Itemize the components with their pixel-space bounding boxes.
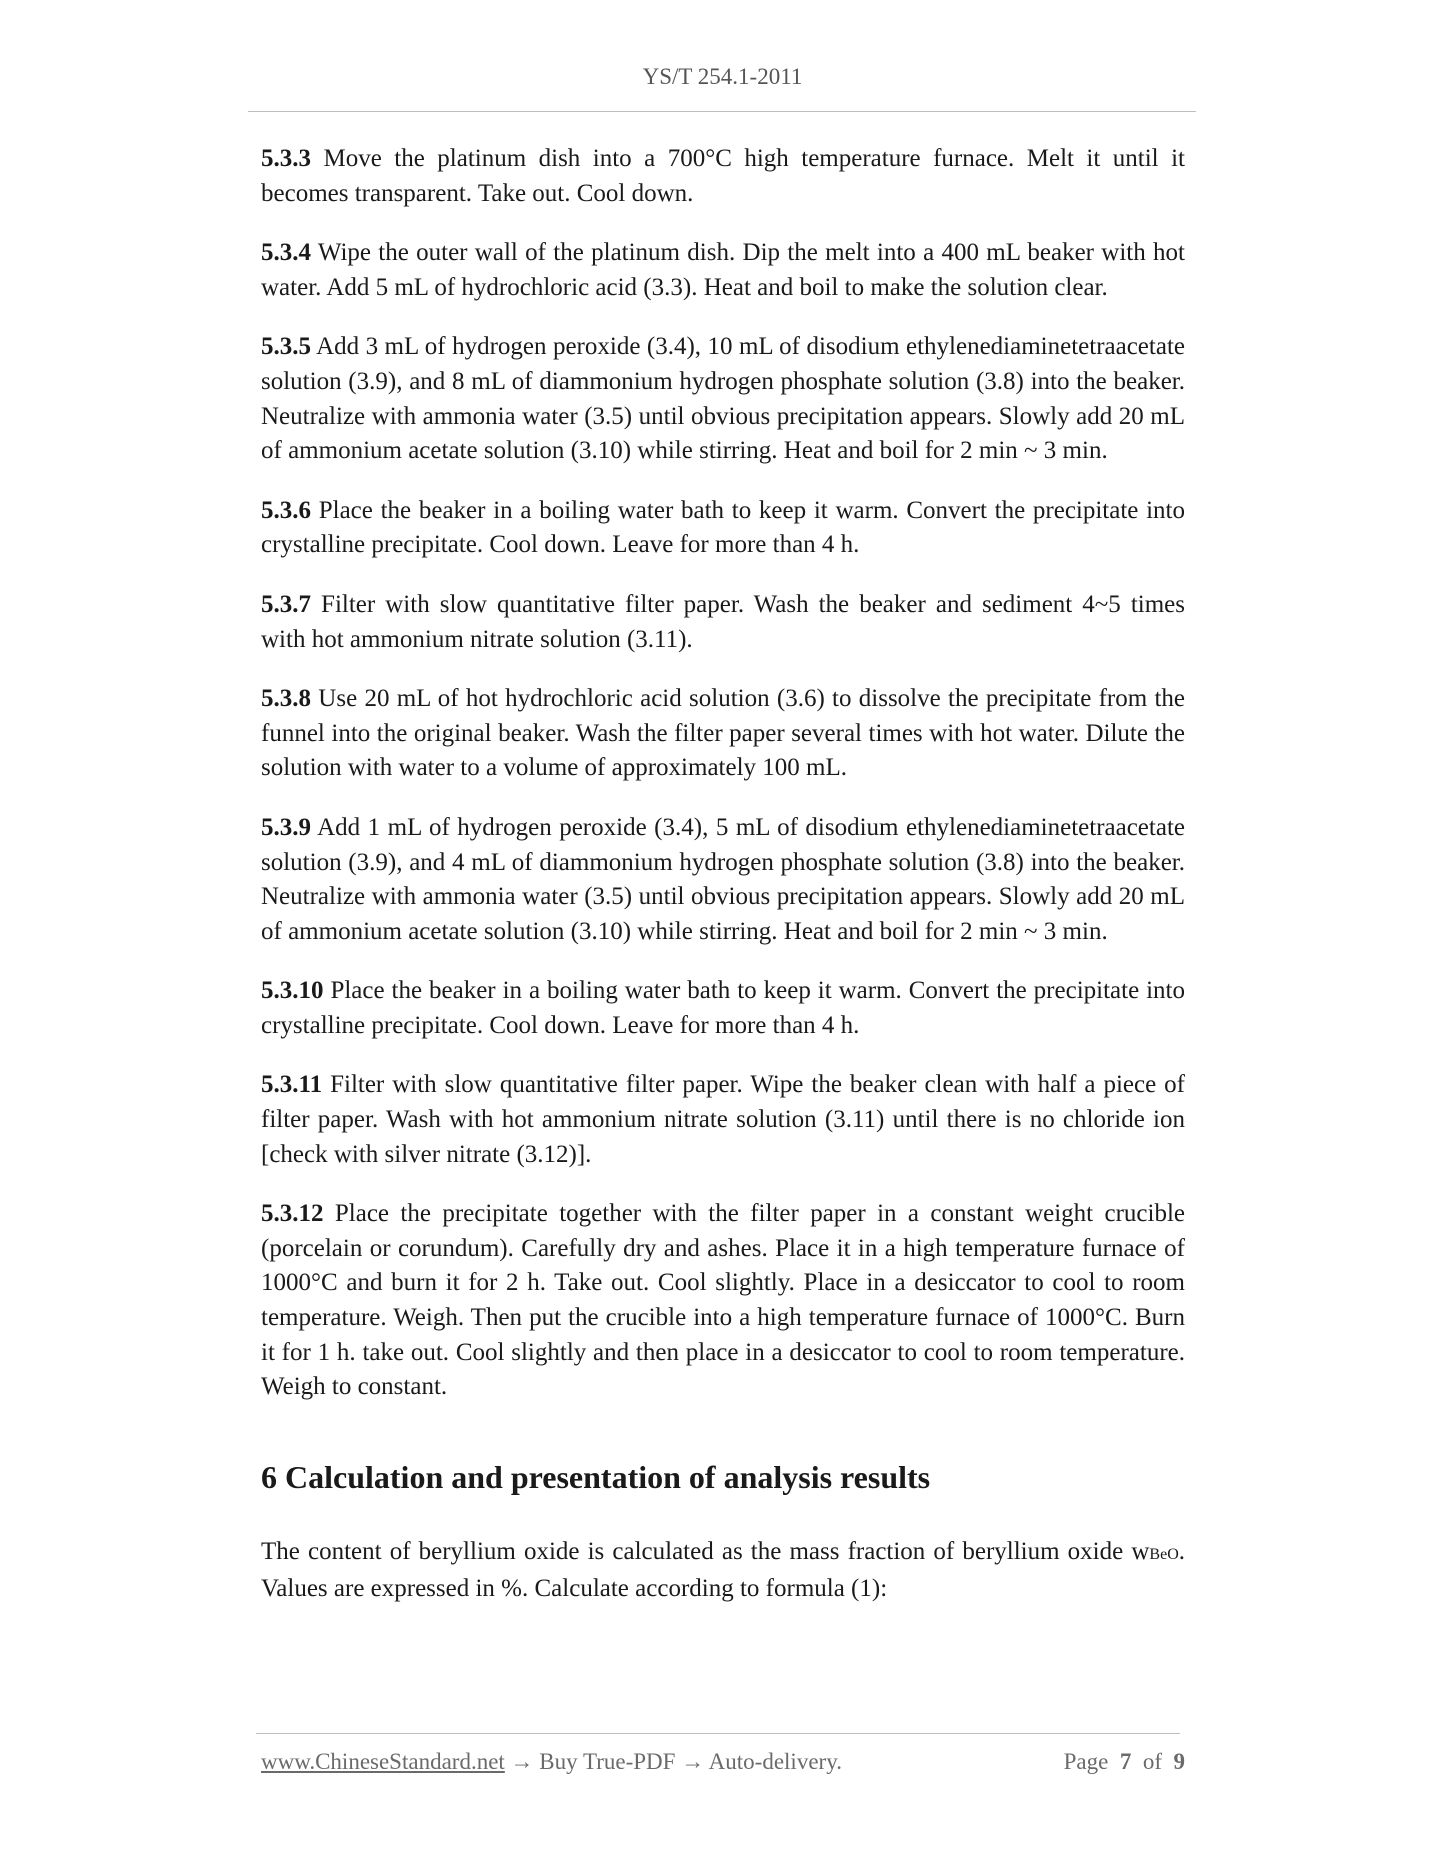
clause-text: Move the platinum dish into a 700°C high temperature furnace. Melt it until it becomes transparent. Take out. Cool down. — [261, 145, 1185, 207]
total-pages: 9 — [1173, 1749, 1185, 1774]
clause-5-3-10 — [261, 974, 1185, 1043]
document-body — [261, 142, 1185, 1632]
clause-5-3-9 — [261, 811, 1185, 949]
page-label: Page — [1063, 1749, 1109, 1774]
clause-5-3-8 — [261, 682, 1185, 786]
clause-5-3-5 — [261, 330, 1185, 468]
footer-promo — [261, 1749, 842, 1774]
clause-number: 5.3.5 — [261, 333, 311, 361]
clause-number: 5.3.9 — [261, 813, 311, 841]
section-6-heading: 6 Calculation and presentation of analysis results — [261, 1458, 931, 1495]
section-6-intro — [261, 1535, 1185, 1607]
clause-text: Add 1 mL of hydrogen peroxide (3.4), 5 mL of disodium ethylenediaminetetraacetate solution (3.9), and 4 mL of diammonium hydrogen phosphate solution (3.8) into the beaker. Neutralize with ammonia water (3.5) until obvious precipitation appears. Slowly add 20 mL of ammonium acetate solution (3.10) while stirring. Heat and boil for 2 min ~ 3 min. — [261, 813, 1185, 945]
site-link[interactable]: www.ChineseStandard.net — [261, 1749, 505, 1774]
clause-text: Add 3 mL of hydrogen peroxide (3.4), 10 mL of disodium ethylenediaminetetraacetate solution (3.9), and 8 mL of diammonium hydrogen phosphate solution (3.8) into the beaker. Neutralize with ammonia water (3.5) until obvious precipitation appears. Slowly add 20 mL of ammonium acetate solution (3.10) while stirring. Heat and boil for 2 min ~ 3 min. — [261, 333, 1185, 465]
clause-number: 5.3.8 — [261, 685, 311, 713]
clause-number: 5.3.4 — [261, 239, 311, 267]
symbol-base: w — [1131, 1537, 1150, 1565]
clause-5-3-6 — [261, 494, 1185, 563]
clause-5-3-3 — [261, 142, 1185, 211]
clause-number: 5.3.3 — [261, 145, 311, 172]
intro-text-part2: . Values are expressed in %. Calculate according to formula (1): — [261, 1537, 1185, 1603]
clause-number: 5.3.7 — [261, 590, 311, 618]
intro-text-part1: The content of beryllium oxide is calculated as the mass fraction of beryllium oxide — [261, 1537, 1132, 1565]
clause-text: Place the beaker in a boiling water bath to keep it warm. Convert the precipitate into crystalline precipitate. Cool down. Leave for more than 4 h. — [261, 977, 1186, 1039]
clause-number: 5.3.12 — [261, 1200, 324, 1228]
buy-pdf-text: Buy True-PDF — [539, 1749, 676, 1774]
clause-5-3-12 — [261, 1197, 1185, 1405]
current-page: 7 — [1119, 1749, 1132, 1774]
page-of-label: of — [1142, 1749, 1162, 1774]
clause-text: Use 20 mL of hot hydrochloric acid solution (3.6) to dissolve the precipitate from the funnel into the original beaker. Wash the filter paper several times with hot water. Dilute the solution with water to a volume of approximately 100 mL. — [261, 685, 1186, 782]
auto-delivery-text: Auto-delivery. — [708, 1749, 842, 1774]
clause-number: 5.3.11 — [261, 1071, 323, 1099]
arrow-right-icon: → — [510, 1749, 534, 1774]
clause-text: Filter with slow quantitative filter paper. Wipe the beaker clean with half a piece of filter paper. Wash with hot ammonium nitrate solution (3.11) until there is no chloride ion [check with silver nitrate (3.12)]. — [261, 1071, 1185, 1168]
clause-text: Wipe the outer wall of the platinum dish. Dip the melt into a 400 mL beaker with hot water. Add 5 mL of hydrochloric acid (3.3). Heat and boil to make the solution clear. — [261, 239, 1185, 301]
clause-5-3-4 — [261, 236, 1185, 305]
clause-5-3-11 — [261, 1068, 1185, 1172]
clause-text: Filter with slow quantitative filter paper. Wash the beaker and sediment 4~5 times with hot ammonium nitrate solution (3.11). — [261, 590, 1186, 653]
clause-5-3-7 — [261, 588, 1185, 657]
page-footer — [261, 1749, 1185, 1775]
page-indicator — [1064, 1749, 1185, 1775]
header-divider — [248, 111, 1196, 112]
arrow-right-icon: → — [681, 1749, 705, 1774]
clause-number: 5.3.6 — [261, 496, 311, 524]
symbol-subscript: BeO — [1149, 1545, 1179, 1563]
footer-divider — [256, 1733, 1180, 1734]
clause-text: Place the beaker in a boiling water bath to keep it warm. Convert the precipitate into crystalline precipitate. Cool down. Leave for more than 4 h. — [261, 496, 1186, 559]
clause-number: 5.3.10 — [261, 977, 324, 1005]
clause-text: Place the precipitate together with the filter paper in a constant weight crucible (porcelain or corundum). Carefully dry and ashes. Place it in a high temperature furnace of 1000°C and burn it for 2 h. Take out. Cool slightly. Place in a desiccator to cool to room temperature. Weigh. Then put the crucible into a high temperature furnace of 1000°C. Burn it for 1 h. take out. Cool slightly and then place in a desiccator to cool to room temperature. Weigh to constant. — [261, 1200, 1186, 1401]
document-header — [0, 64, 1445, 90]
standard-code: YS/T 254.1-2011 — [642, 64, 803, 89]
